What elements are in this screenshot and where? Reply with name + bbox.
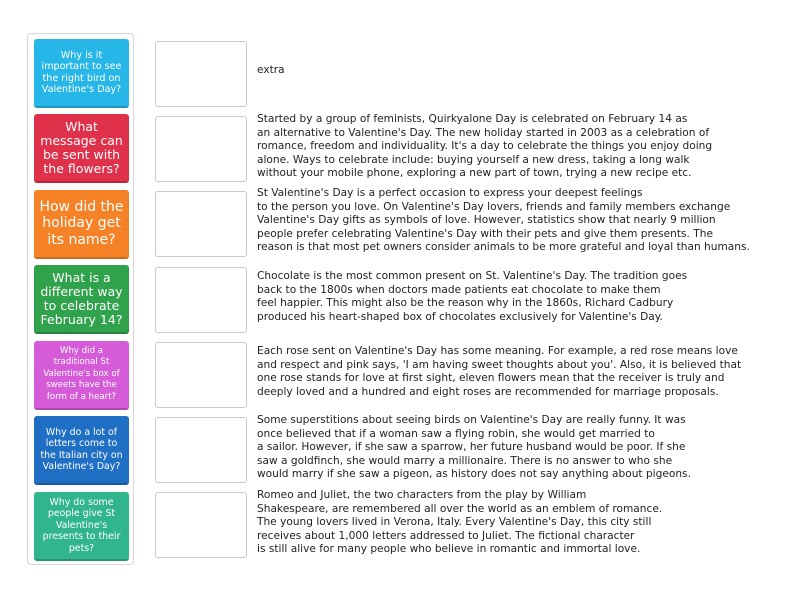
question-card-label: What is a different way to celebrate February 14? [40,269,123,327]
answer-text: Each rose sent on Valentine's Day has some meaning. For example, a red rose means love and respect and pink says, 'I am having sweet thoughts about you'. Also, it is believed that one rose stands for love at first sight, eleven flowers mean that the receiver is truly and deeply loved and a hundred and eight roses are recommended for marriage proposals. [257,345,742,398]
answer-text: Started by a group of feminists, Quirkyalone Day is celebrated on February 14 as an alternative to Valentine's Day. The new holiday started in 2003 as a celebration of romance, freedom and individuality. It's a day to celebrate the things you enjoy doing alone. Ways to celebrate include: buying yourself a new dress, taking a long walk without your mobile phone, exploring a new part of town, trying a new recipe etc. [257,113,713,180]
drop-slot[interactable] [155,417,247,483]
question-card[interactable] [34,341,129,410]
answer-row [155,187,775,257]
question-card[interactable] [34,265,129,334]
drop-slot[interactable] [155,191,247,257]
answer-row [155,342,775,408]
question-card[interactable] [34,492,129,561]
question-card-label: Why did a traditional St Valentine's box of sweets have the form of a heart? [43,345,120,402]
answer-text: Some superstitions about seeing birds on Valentine's Day are really funny. It was once believed that if a woman saw a flying robin, she would get married to a sailor. However, if she saw a sparrow, her future husband would be poor. If she saw a goldfinch, she would marry a millionaire. There is no answer to who she would marry if she saw a pigeon, as history does not say anything about pigeons. [257,414,691,481]
drop-slot[interactable] [155,41,247,107]
answer-row [155,414,775,483]
question-card-label: How did the holiday get its name? [39,198,124,248]
answer-row [155,267,775,333]
question-card-label: Why do some people give St Valentine's presents to their pets? [42,496,121,554]
answer-text: St Valentine's Day is a perfect occasion to express your deepest feelings to the person you love. On Valentine's Day lovers, friends and family members exchange Valentine's Day gifts as symbols of love. However, statistics show that nearly 9 million people prefer celebrating Valentine's Day with their pets and give them presents. The reason is that most pet owners consider animals to be more grateful and loyal than humans. [257,187,750,254]
answer-text: Romeo and Juliet, the two characters from the play by William Shakespeare, are remembered all over the world as an emblem of romance. The young lovers lived in Verona, Italy. Every Valentine's Day, this city still receives about 1,000 letters addressed to Juliet. The fictional character is still alive for many people who believe in romantic and immortal love. [257,489,663,556]
question-card[interactable] [34,114,129,183]
answer-row [155,489,775,558]
answer-row [155,41,775,107]
question-card[interactable] [34,190,129,259]
drop-slot[interactable] [155,116,247,182]
question-card-label: What message can be sent with the flowers? [40,118,123,176]
question-card-label: Why is it important to see the right bird on Valentine's Day? [41,49,122,95]
drop-slot[interactable] [155,267,247,333]
answer-text: extra [257,64,285,76]
drop-slot[interactable] [155,492,247,558]
question-card[interactable] [34,416,129,485]
answer-text: Chocolate is the most common present on St. Valentine's Day. The tradition goes back to the 1800s when doctors made patients eat chocolate to make them feel happier. This might also be the reason why in the 1860s, Richard Cadbury produced his heart-shaped box of chocolates exclusively for Valentine's Day. [257,270,688,323]
question-card[interactable] [34,39,129,108]
question-card-label: Why do a lot of letters come to the Italian city on Valentine's Day? [40,426,123,472]
answer-row [155,113,775,182]
question-card-panel [27,33,134,565]
drop-slot[interactable] [155,342,247,408]
